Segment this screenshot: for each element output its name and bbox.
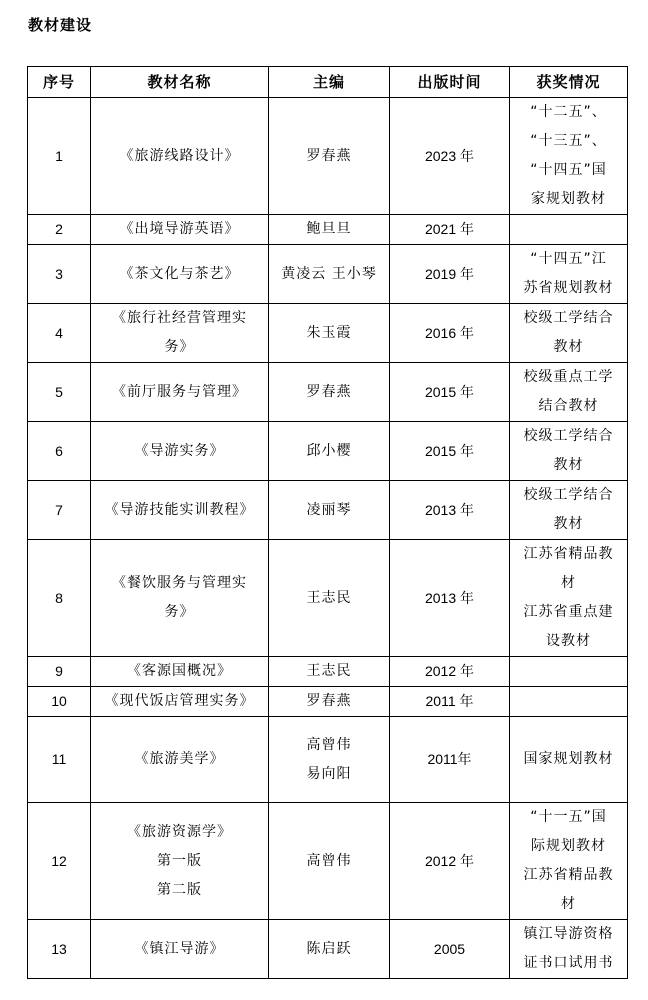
award xyxy=(510,245,628,304)
textbook-name-line: 《餐饮服务与管理实 xyxy=(112,575,247,591)
textbook-name xyxy=(91,304,269,363)
table-row xyxy=(28,540,628,657)
editor xyxy=(269,363,390,422)
row-number: 11 xyxy=(28,717,91,803)
textbook-name xyxy=(91,422,269,481)
editor xyxy=(269,245,390,304)
award xyxy=(510,717,628,803)
editor-line: 高曾伟 xyxy=(306,736,352,753)
table-row xyxy=(28,657,628,687)
textbook-name xyxy=(91,657,269,687)
award xyxy=(510,540,628,657)
textbook-name-line: 《导游实务》 xyxy=(134,442,225,459)
textbook-name-line: 《导游技能实训教程》 xyxy=(104,501,255,518)
award xyxy=(510,657,628,687)
publish-year: 2012 年 xyxy=(390,657,510,687)
row-number: 12 xyxy=(28,803,91,920)
textbook-name-line: 《前厅服务与管理》 xyxy=(112,383,247,400)
editor xyxy=(269,717,390,803)
row-number: 2 xyxy=(28,215,91,245)
editor xyxy=(269,422,390,481)
publish-year: 2005 xyxy=(390,920,510,979)
editor xyxy=(269,803,390,920)
award-line: 证书口试用书 xyxy=(523,955,614,971)
award-line: 际规划教材 xyxy=(531,838,606,854)
textbook-name xyxy=(91,215,269,245)
header-cell: 主编 xyxy=(269,67,390,98)
row-number: 10 xyxy=(28,687,91,717)
award-line: 校级工学结合 xyxy=(523,310,614,326)
editor xyxy=(269,687,390,717)
textbook-name xyxy=(91,540,269,657)
award-line: 教材 xyxy=(553,516,584,532)
textbook-name-line: 第二版 xyxy=(157,881,202,898)
award-line: 教材 xyxy=(553,339,584,355)
textbook-name-line: 《旅游美学》 xyxy=(134,751,225,767)
award-line: “十四五”江 xyxy=(530,251,607,267)
textbook-table xyxy=(27,66,628,979)
row-number: 3 xyxy=(28,245,91,304)
award xyxy=(510,481,628,540)
award-line: 结合教材 xyxy=(538,398,599,414)
textbook-name xyxy=(91,920,269,979)
editor-line: 罗春燕 xyxy=(306,383,352,400)
textbook-name-line: 《茶文化与茶艺》 xyxy=(119,265,240,282)
header-cell: 序号 xyxy=(28,67,91,98)
award xyxy=(510,422,628,481)
table-row xyxy=(28,304,628,363)
table-row xyxy=(28,363,628,422)
editor-line: 王志民 xyxy=(306,589,352,606)
textbook-name-line: 《出境导游英语》 xyxy=(119,221,240,237)
publish-year: 2012 年 xyxy=(390,803,510,920)
award-line: “十一五”国 xyxy=(530,809,607,825)
row-number: 8 xyxy=(28,540,91,657)
textbook-name-line: 《旅行社经营管理实 xyxy=(112,310,247,326)
publish-year: 2019 年 xyxy=(390,245,510,304)
award-line: “十四五”国 xyxy=(530,162,607,178)
publish-year: 2021 年 xyxy=(390,215,510,245)
table-row xyxy=(28,687,628,717)
row-number: 4 xyxy=(28,304,91,363)
award xyxy=(510,803,628,920)
textbook-name-line: 《镇江导游》 xyxy=(134,940,225,957)
award-line: 校级工学结合 xyxy=(523,428,614,444)
publish-year: 2011 年 xyxy=(390,687,510,717)
table-row xyxy=(28,422,628,481)
row-number: 13 xyxy=(28,920,91,979)
editor-line: 高曾伟 xyxy=(306,852,352,869)
textbook-name-line: 《旅游资源学》 xyxy=(127,823,232,840)
table-row xyxy=(28,717,628,803)
award xyxy=(510,687,628,717)
award-line: “十三五”、 xyxy=(530,133,607,149)
editor-line: 罗春燕 xyxy=(306,693,352,709)
award-line: 设教材 xyxy=(546,633,591,649)
editor-line: 黄凌云 王小琴 xyxy=(281,265,377,282)
editor-line: 罗春燕 xyxy=(306,147,352,164)
editor xyxy=(269,920,390,979)
table-row xyxy=(28,245,628,304)
header-cell: 获奖情况 xyxy=(510,67,628,98)
textbook-name-line: 《现代饭店管理实务》 xyxy=(104,693,255,709)
editor-line: 邱小樱 xyxy=(306,442,352,459)
award xyxy=(510,215,628,245)
publish-year: 2016 年 xyxy=(390,304,510,363)
editor-line: 鲍旦旦 xyxy=(306,221,352,237)
editor-line: 朱玉霞 xyxy=(306,324,352,341)
publish-year: 2013 年 xyxy=(390,481,510,540)
header-cell: 出版时间 xyxy=(390,67,510,98)
section-title: 教材建设 xyxy=(28,16,93,34)
textbook-name xyxy=(91,245,269,304)
publish-year: 2023 年 xyxy=(390,98,510,215)
publish-year: 2015 年 xyxy=(390,422,510,481)
award-line: 材 xyxy=(561,896,576,912)
award-line: 家规划教材 xyxy=(531,191,606,207)
award-line: 苏省规划教材 xyxy=(523,280,614,296)
textbook-name xyxy=(91,363,269,422)
award-line: 国家规划教材 xyxy=(523,751,614,767)
table-row xyxy=(28,215,628,245)
table-row xyxy=(28,98,628,215)
editor xyxy=(269,481,390,540)
textbook-name xyxy=(91,98,269,215)
award xyxy=(510,304,628,363)
textbook-name xyxy=(91,481,269,540)
textbook-name-line: 第一版 xyxy=(157,852,202,869)
row-number: 7 xyxy=(28,481,91,540)
award-line: 教材 xyxy=(553,457,584,473)
award xyxy=(510,98,628,215)
row-number: 6 xyxy=(28,422,91,481)
editor-line: 凌丽琴 xyxy=(306,501,352,518)
publish-year: 2015 年 xyxy=(390,363,510,422)
award-line: 江苏省重点建 xyxy=(523,604,614,620)
textbook-name-line: 务》 xyxy=(164,604,195,620)
award-line: 江苏省精品教 xyxy=(523,546,614,562)
table-row xyxy=(28,803,628,920)
row-number: 5 xyxy=(28,363,91,422)
award-line: “十二五”、 xyxy=(530,104,607,120)
textbook-name xyxy=(91,717,269,803)
table-row xyxy=(28,481,628,540)
row-number: 9 xyxy=(28,657,91,687)
publish-year: 2013 年 xyxy=(390,540,510,657)
row-number: 1 xyxy=(28,98,91,215)
textbook-name-line: 《客源国概况》 xyxy=(127,663,232,679)
table-header-row xyxy=(28,67,628,98)
editor xyxy=(269,215,390,245)
editor-line: 王志民 xyxy=(306,663,352,679)
textbook-name-line: 务》 xyxy=(164,339,195,355)
award-line: 江苏省精品教 xyxy=(523,867,614,883)
award xyxy=(510,363,628,422)
textbook-name xyxy=(91,803,269,920)
table-row xyxy=(28,920,628,979)
textbook-name xyxy=(91,687,269,717)
award-line: 校级工学结合 xyxy=(523,487,614,503)
textbook-name-line: 《旅游线路设计》 xyxy=(119,147,240,164)
award-line: 镇江导游资格 xyxy=(523,926,614,942)
editor xyxy=(269,657,390,687)
editor xyxy=(269,304,390,363)
editor-line: 易向阳 xyxy=(306,765,352,782)
header-cell: 教材名称 xyxy=(91,67,269,98)
award-line: 校级重点工学 xyxy=(523,369,614,385)
editor xyxy=(269,540,390,657)
editor-line: 陈启跃 xyxy=(306,940,352,957)
publish-year: 2011年 xyxy=(390,717,510,803)
editor xyxy=(269,98,390,215)
award-line: 材 xyxy=(561,575,576,591)
award xyxy=(510,920,628,979)
